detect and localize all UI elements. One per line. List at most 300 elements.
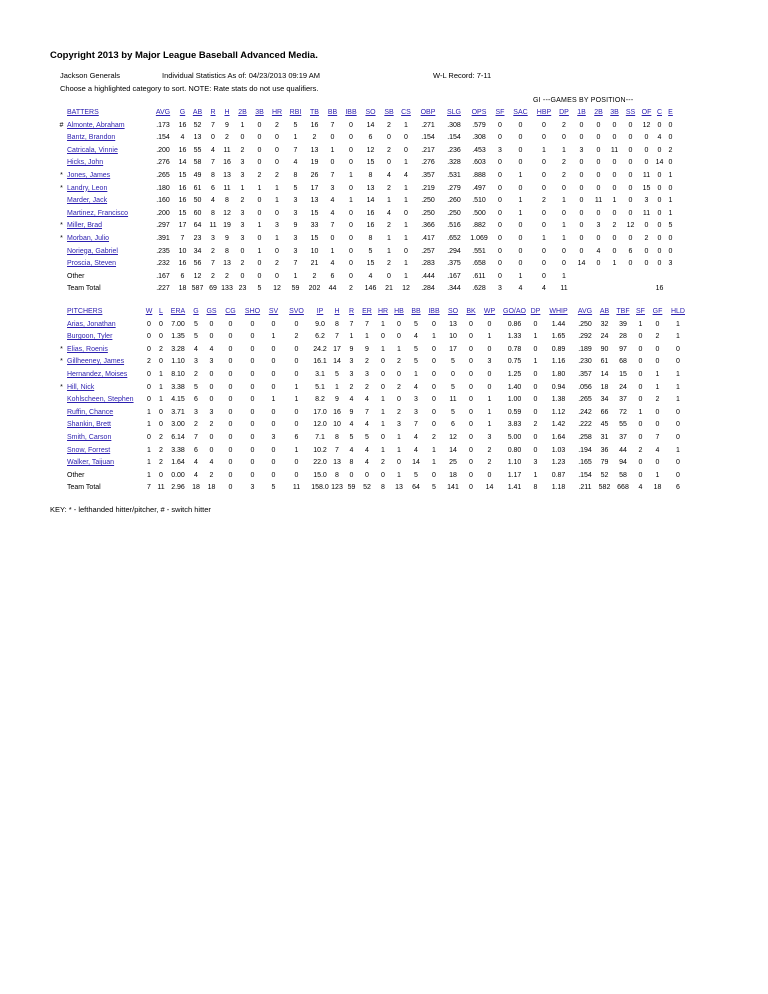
stat-cell: 0 bbox=[518, 260, 523, 268]
stat-cell: 5 bbox=[414, 358, 418, 366]
stat-cell: 0 bbox=[432, 383, 436, 391]
stat-cell: 0 bbox=[147, 320, 151, 328]
stat-cell: 3 bbox=[414, 408, 418, 416]
player-handedness-marker bbox=[56, 271, 67, 284]
player-name-link[interactable]: Hernandez, Moises bbox=[67, 370, 128, 378]
stat-cell: 1 bbox=[542, 234, 546, 242]
stat-cell: 1 bbox=[612, 197, 617, 205]
stat-cell: 0 bbox=[349, 260, 353, 268]
stat-cell bbox=[665, 283, 676, 296]
stat-cell: 3 bbox=[293, 197, 298, 205]
player-name-link[interactable]: Proscia, Steven bbox=[67, 260, 117, 268]
stat-cell: 6 bbox=[194, 396, 198, 404]
stat-cell: 0 bbox=[487, 320, 492, 328]
stat-cell: 11 bbox=[292, 484, 301, 492]
stat-cell: 0 bbox=[159, 320, 163, 328]
sort-pit-h[interactable]: H bbox=[334, 308, 340, 315]
stat-cell: 1.17 bbox=[507, 471, 522, 479]
sort-pit-er[interactable]: ER bbox=[362, 308, 372, 315]
sort-bat-so[interactable]: SO bbox=[365, 109, 376, 116]
sort-pit-r[interactable]: R bbox=[348, 308, 355, 315]
bat-column-header bbox=[492, 107, 508, 120]
stat-cell: 0 bbox=[542, 272, 546, 280]
wl-record: W-L Record: 7-11 bbox=[433, 71, 492, 80]
sort-pit-sf[interactable]: SF bbox=[636, 308, 645, 315]
sort-pit-gs[interactable]: GS bbox=[206, 308, 217, 315]
stat-cell: 1 bbox=[381, 421, 385, 429]
stat-cell: 3 bbox=[533, 459, 538, 467]
stat-cell: 158.0 bbox=[311, 484, 329, 492]
sort-pit-era[interactable]: ERA bbox=[170, 308, 186, 315]
sort-bat-tb[interactable]: TB bbox=[310, 109, 319, 116]
stat-cell: 18 bbox=[207, 484, 216, 492]
stat-cell: 58 bbox=[619, 471, 627, 479]
sort-pit-ab[interactable]: AB bbox=[599, 308, 610, 315]
sort-pit-so[interactable]: SO bbox=[447, 308, 459, 315]
stat-cell: 7 bbox=[330, 222, 335, 230]
stat-cell: 17 bbox=[178, 222, 187, 230]
stat-cell: 1 bbox=[533, 333, 538, 341]
stat-cell: 0 bbox=[381, 370, 385, 378]
sort-bat-r[interactable]: R bbox=[210, 109, 216, 116]
stat-cell bbox=[639, 283, 654, 296]
pit-column-header bbox=[220, 306, 241, 319]
stat-cell: 5 bbox=[365, 433, 369, 441]
stat-cell: 0 bbox=[518, 222, 523, 230]
sort-bat-h[interactable]: H bbox=[224, 109, 230, 116]
player-name-link[interactable]: Morban, Julio bbox=[67, 234, 110, 242]
stat-cell: 3 bbox=[194, 408, 198, 416]
bat-column-header bbox=[533, 107, 555, 120]
stat-cell: 0 bbox=[628, 234, 633, 242]
games-by-position-header: GI ---GAMES BY POSITION--- bbox=[533, 97, 634, 104]
batting-stats-table bbox=[56, 107, 676, 296]
sort-bat-bb[interactable]: BB bbox=[327, 109, 338, 116]
player-name-link[interactable]: Martinez, Francisco bbox=[67, 209, 129, 217]
stat-cell: 0 bbox=[579, 134, 584, 142]
stat-cell: 123 bbox=[331, 484, 343, 492]
stat-cell: 0.87 bbox=[551, 471, 566, 479]
stat-cell: 0 bbox=[397, 396, 401, 404]
player-name-link[interactable]: Walker, Taijuan bbox=[67, 459, 115, 467]
stat-cell: 133 bbox=[221, 285, 233, 293]
sort-bat-batters[interactable]: BATTERS bbox=[67, 109, 99, 116]
sort-bat-1b[interactable]: 1B bbox=[577, 109, 586, 116]
stat-cell: 1.10 bbox=[507, 459, 522, 467]
stat-cell: 4 bbox=[211, 146, 215, 154]
stat-cell: 6.2 bbox=[315, 333, 325, 341]
stat-cell: 1 bbox=[676, 333, 680, 341]
player-handedness-marker: # bbox=[59, 121, 64, 129]
player-name-link[interactable]: Arias, Jonathan bbox=[67, 320, 116, 328]
stat-cell: 23 bbox=[238, 285, 247, 293]
stat-cell: 4 bbox=[365, 421, 369, 429]
stat-cell: 0 bbox=[596, 134, 601, 142]
sort-bat-avg[interactable]: AVG bbox=[155, 109, 171, 116]
stat-cell: 0 bbox=[655, 459, 660, 467]
stat-cell: 15 bbox=[642, 184, 651, 192]
bat-column-header bbox=[251, 107, 268, 120]
stat-cell: 0 bbox=[271, 345, 276, 353]
stat-cell: 11 bbox=[157, 484, 165, 492]
stat-cell: 0 bbox=[562, 260, 566, 268]
stat-cell: 0 bbox=[451, 370, 455, 378]
stat-cell: 7 bbox=[293, 260, 298, 268]
stat-cell: .375 bbox=[447, 260, 461, 268]
stat-cell: 56 bbox=[193, 260, 202, 268]
stat-cell: 1.64 bbox=[171, 459, 185, 467]
sort-bat-3b[interactable]: 3B bbox=[610, 109, 619, 116]
player-name-link[interactable]: Marder, Jack bbox=[67, 197, 108, 205]
stat-cell: .189 bbox=[578, 345, 592, 353]
stat-cell: 4 bbox=[349, 396, 354, 404]
sort-pit-sho[interactable]: SHO bbox=[244, 308, 261, 315]
stat-cell: 0 bbox=[147, 333, 151, 341]
pit-column-header bbox=[344, 306, 359, 319]
stat-cell: 0 bbox=[349, 159, 353, 167]
player-handedness-marker bbox=[56, 246, 67, 259]
stat-cell: 3.83 bbox=[507, 421, 522, 429]
stat-cell: 2 bbox=[562, 159, 566, 167]
stat-cell: 0 bbox=[542, 121, 546, 129]
stat-cell: 50 bbox=[193, 197, 202, 205]
sort-bat-of[interactable]: OF bbox=[641, 109, 652, 116]
stat-cell: .391 bbox=[156, 234, 170, 242]
stat-cell: .344 bbox=[447, 285, 461, 293]
sort-bat-rbi[interactable]: RBI bbox=[289, 109, 302, 116]
stat-cell: 0 bbox=[240, 272, 245, 280]
sort-bat-ab[interactable]: AB bbox=[192, 109, 203, 116]
sort-note: Choose a highlighted category to sort. NOTE: Rate stats do not use qualifiers. bbox=[60, 84, 319, 93]
stat-cell: 0 bbox=[638, 471, 643, 479]
sort-pit-tbf[interactable]: TBF bbox=[616, 308, 630, 315]
stat-cell: 6 bbox=[211, 184, 215, 192]
sort-bat-cs[interactable]: CS bbox=[401, 109, 411, 116]
stat-cell: 582 bbox=[598, 484, 611, 492]
stat-cell: 0 bbox=[596, 184, 601, 192]
sort-bat-2b[interactable]: 2B bbox=[594, 109, 603, 116]
player-name-link[interactable]: Jones, James bbox=[67, 171, 111, 179]
stats-as-of: Individual Statistics As of: 04/23/2013 09:19 AM bbox=[162, 71, 321, 80]
player-name-link[interactable]: Landry, Leon bbox=[67, 184, 108, 192]
stat-cell: 2 bbox=[275, 260, 279, 268]
sort-bat-c[interactable]: C bbox=[656, 109, 663, 116]
stat-cell: 8 bbox=[225, 247, 229, 255]
player-name-link[interactable]: Noriega, Gabriel bbox=[67, 247, 118, 255]
sort-pit-go-ao[interactable]: GO/AO bbox=[503, 308, 526, 315]
stat-cell: 3 bbox=[240, 234, 245, 242]
stat-cell: 0 bbox=[596, 260, 601, 268]
sort-bat-sf[interactable]: SF bbox=[495, 109, 505, 116]
sort-pit-bb[interactable]: BB bbox=[411, 308, 421, 315]
sort-bat-ops[interactable]: OPS bbox=[471, 109, 487, 116]
stat-cell: 7 bbox=[330, 171, 335, 179]
stat-cell: 0 bbox=[628, 171, 633, 179]
stat-cell: 1 bbox=[432, 446, 436, 454]
stat-cell: 0 bbox=[250, 333, 255, 341]
bat-table-row bbox=[56, 220, 676, 233]
stat-cell: 0 bbox=[381, 333, 385, 341]
player-name-cell bbox=[67, 407, 143, 420]
pit-column-header bbox=[575, 306, 595, 319]
sort-bat-sac[interactable]: SAC bbox=[513, 109, 528, 116]
stat-cell: 1 bbox=[147, 446, 151, 454]
player-handedness-marker bbox=[56, 145, 67, 158]
sort-pit-ip[interactable]: IP bbox=[316, 308, 324, 315]
stat-cell: 1 bbox=[240, 121, 245, 129]
stat-cell: 0 bbox=[271, 421, 276, 429]
stat-cell: .294 bbox=[447, 247, 461, 255]
stat-cell: .628 bbox=[472, 285, 486, 293]
sort-pit-hr[interactable]: HR bbox=[377, 308, 389, 315]
stat-cell: 1 bbox=[275, 184, 279, 192]
stat-cell: 7 bbox=[414, 421, 418, 429]
sort-pit-pitchers[interactable]: PITCHERS bbox=[67, 308, 103, 315]
stat-cell: 0 bbox=[240, 247, 245, 255]
stat-cell: 0.59 bbox=[507, 408, 522, 416]
stat-cell: 3 bbox=[349, 358, 354, 366]
bat-column-header bbox=[607, 107, 622, 120]
stat-cell: 1 bbox=[404, 260, 408, 268]
stat-cell: 0 bbox=[498, 247, 502, 255]
player-name-link[interactable]: Ruffin, Chance bbox=[67, 408, 114, 416]
sort-pit-gf[interactable]: GF bbox=[652, 308, 663, 315]
stat-cell: 0 bbox=[638, 433, 643, 441]
sort-pit-svo[interactable]: SVO bbox=[289, 308, 304, 315]
bat-table-row bbox=[56, 208, 676, 221]
sort-pit-g[interactable]: G bbox=[193, 308, 199, 315]
stat-cell: 0 bbox=[250, 433, 255, 441]
sort-pit-whip[interactable]: WHIP bbox=[549, 308, 568, 315]
stat-cell: .056 bbox=[578, 383, 592, 391]
player-name-link[interactable]: Miller, Brad bbox=[67, 222, 103, 230]
stat-cell: 2 bbox=[655, 333, 660, 341]
stat-cell: .882 bbox=[472, 222, 486, 230]
stat-cell: .250 bbox=[578, 320, 592, 328]
stat-cell: 3 bbox=[487, 358, 492, 366]
stat-cell: 1.18 bbox=[551, 484, 566, 492]
bat-table-row bbox=[56, 183, 676, 196]
stat-cell: 0 bbox=[228, 383, 233, 391]
sort-pit-sv[interactable]: SV bbox=[268, 308, 279, 315]
stat-cell: 2 bbox=[387, 222, 391, 230]
stat-cell: 0.86 bbox=[507, 320, 522, 328]
stat-cell: 3 bbox=[644, 197, 649, 205]
stat-cell: 13 bbox=[310, 146, 319, 154]
stat-cell: 0 bbox=[257, 234, 262, 242]
stat-cell: 0 bbox=[275, 159, 279, 167]
stat-cell: 7 bbox=[211, 159, 215, 167]
stat-cell: 16 bbox=[178, 146, 187, 154]
stat-cell: 0 bbox=[542, 171, 546, 179]
stat-cell: 12 bbox=[642, 121, 651, 129]
sort-pit-cg[interactable]: CG bbox=[225, 308, 236, 315]
stat-cell: 1 bbox=[404, 184, 408, 192]
stat-cell: 1 bbox=[612, 260, 617, 268]
stat-cell: 1 bbox=[676, 446, 680, 454]
stat-cell: 0 bbox=[432, 408, 436, 416]
stat-cell: 10 bbox=[333, 421, 341, 429]
stat-cell: 15 bbox=[310, 209, 319, 217]
stat-cell: .271 bbox=[421, 121, 435, 129]
stat-cell: 18 bbox=[600, 383, 609, 391]
stat-cell: 44 bbox=[619, 446, 627, 454]
stat-cell: 0 bbox=[487, 370, 492, 378]
stat-cell: 1 bbox=[257, 184, 262, 192]
sort-bat-g[interactable]: G bbox=[179, 109, 186, 116]
stat-cell: 0 bbox=[498, 134, 502, 142]
stat-cell: .279 bbox=[447, 184, 461, 192]
stat-cell: 0 bbox=[257, 121, 262, 129]
stat-cell: 1 bbox=[414, 370, 418, 378]
sort-pit-w[interactable]: W bbox=[145, 308, 153, 315]
sort-bat-sb[interactable]: SB bbox=[384, 109, 394, 116]
player-name-link[interactable]: Snow, Forrest bbox=[67, 446, 111, 454]
stat-cell: 14 bbox=[600, 370, 609, 378]
stat-cell: 9 bbox=[365, 345, 369, 353]
sort-bat-ss[interactable]: SS bbox=[625, 109, 636, 116]
player-handedness-marker: * bbox=[60, 234, 63, 242]
stat-cell: 6.14 bbox=[171, 433, 185, 441]
stat-cell: 1 bbox=[404, 159, 408, 167]
stat-cell: 0 bbox=[638, 459, 643, 467]
pit-column-header bbox=[375, 306, 391, 319]
player-name-link[interactable]: Bantz, Brandon bbox=[67, 134, 116, 142]
stat-cell: .497 bbox=[472, 184, 486, 192]
total-row-label: Team Total bbox=[67, 285, 101, 293]
bat-column-header bbox=[150, 107, 176, 120]
stat-cell: 1 bbox=[147, 408, 151, 416]
player-name-link[interactable]: Shankin, Brett bbox=[67, 421, 111, 429]
sort-pit-hb[interactable]: HB bbox=[394, 308, 404, 315]
player-name-link[interactable]: Smith, Carson bbox=[67, 433, 112, 441]
stat-cell: 0 bbox=[657, 234, 662, 242]
sort-pit-avg[interactable]: AVG bbox=[577, 308, 593, 315]
stat-cell: .551 bbox=[472, 247, 486, 255]
player-name-link[interactable]: Hill, Nick bbox=[67, 383, 95, 391]
sort-bat-e[interactable]: E bbox=[668, 109, 673, 116]
stat-cell: 0 bbox=[228, 421, 233, 429]
bat-column-header bbox=[555, 107, 573, 120]
sort-bat-hbp[interactable]: HBP bbox=[536, 109, 552, 116]
stat-cell: 0 bbox=[579, 209, 584, 217]
sort-pit-ibb[interactable]: IBB bbox=[428, 308, 440, 315]
stat-cell: 3.28 bbox=[171, 345, 185, 353]
stat-cell: 1 bbox=[387, 234, 391, 242]
sort-bat-3b[interactable]: 3B bbox=[255, 109, 264, 116]
sort-pit-l[interactable]: L bbox=[159, 308, 163, 315]
player-name-link[interactable]: Burgoon, Tyler bbox=[67, 333, 113, 341]
stat-cell: 24 bbox=[619, 383, 627, 391]
stat-cell: 0 bbox=[349, 247, 353, 255]
sort-pit-wp[interactable]: WP bbox=[483, 308, 496, 315]
sort-bat-slg[interactable]: SLG bbox=[446, 109, 461, 116]
stat-cell: 0 bbox=[533, 383, 538, 391]
stat-cell: 5 bbox=[293, 184, 298, 192]
sort-pit-hld[interactable]: HLD bbox=[670, 308, 685, 315]
player-name-link[interactable]: Gillheeney, James bbox=[67, 358, 125, 366]
player-handedness-marker bbox=[56, 369, 67, 382]
stat-cell: 14 bbox=[178, 159, 187, 167]
stat-cell: 0 bbox=[387, 272, 391, 280]
stat-cell: 0 bbox=[644, 146, 649, 154]
stat-cell: 0 bbox=[579, 159, 584, 167]
player-name-cell bbox=[67, 356, 143, 369]
stat-cell: 12 bbox=[402, 285, 410, 293]
stat-cell: .265 bbox=[578, 396, 592, 404]
stat-cell: 9.0 bbox=[315, 320, 325, 328]
stat-cell: 1 bbox=[397, 345, 401, 353]
sort-pit-dp[interactable]: DP bbox=[530, 308, 541, 315]
stat-cell: .611 bbox=[472, 272, 486, 280]
stat-cell: 94 bbox=[619, 459, 627, 467]
sort-bat-2b[interactable]: 2B bbox=[238, 109, 247, 116]
player-name-cell bbox=[67, 157, 150, 170]
stat-cell: 0 bbox=[271, 471, 276, 479]
sort-pit-bk[interactable]: BK bbox=[466, 308, 476, 315]
sort-bat-hr[interactable]: HR bbox=[271, 109, 283, 116]
stat-cell: 0 bbox=[349, 222, 353, 230]
stat-cell: 11 bbox=[560, 285, 568, 293]
bat-column-header bbox=[622, 107, 639, 120]
stat-cell: 0 bbox=[668, 184, 673, 192]
stat-cell: 5.1 bbox=[315, 383, 325, 391]
stat-cell: 7.00 bbox=[171, 320, 185, 328]
stat-cell: .292 bbox=[578, 333, 592, 341]
player-handedness-marker bbox=[56, 132, 67, 145]
stat-cell: 3 bbox=[498, 285, 502, 293]
stat-cell: 13 bbox=[193, 134, 202, 142]
player-name-link[interactable]: Almonte, Abraham bbox=[67, 121, 125, 129]
stat-cell: 59 bbox=[347, 484, 356, 492]
stat-cell: 1 bbox=[562, 222, 566, 230]
stat-cell: 0 bbox=[628, 197, 633, 205]
player-name-link[interactable]: Hicks, John bbox=[67, 159, 104, 167]
stat-cell: 4 bbox=[518, 285, 523, 293]
player-name-link[interactable]: Elias, Roenis bbox=[67, 345, 108, 353]
stat-cell: 2 bbox=[294, 333, 299, 341]
pitching-stats-table bbox=[56, 306, 690, 495]
stat-cell: 3 bbox=[209, 358, 214, 366]
stat-cell: .227 bbox=[156, 285, 170, 293]
stat-cell: 0 bbox=[542, 159, 546, 167]
stat-cell: 0 bbox=[349, 184, 353, 192]
player-handedness-marker bbox=[56, 331, 67, 344]
stat-cell bbox=[607, 283, 622, 296]
stat-cell: 21 bbox=[385, 285, 393, 293]
stat-cell: 0 bbox=[518, 247, 523, 255]
stat-cell: 0 bbox=[330, 159, 335, 167]
stat-cell: 0 bbox=[250, 358, 255, 366]
stat-cell: 0 bbox=[596, 234, 601, 242]
player-name-link[interactable]: Catricala, Vinnie bbox=[67, 146, 118, 154]
sort-bat-dp[interactable]: DP bbox=[559, 109, 569, 116]
sort-bat-obp[interactable]: OBP bbox=[420, 109, 436, 116]
stat-cell: 2 bbox=[194, 370, 198, 378]
stat-cell: 0 bbox=[533, 408, 538, 416]
stat-cell: 0 bbox=[676, 408, 680, 416]
stat-cell: 1 bbox=[335, 383, 339, 391]
stat-cell: 4 bbox=[194, 459, 198, 467]
stat-cell: 2 bbox=[397, 383, 401, 391]
stat-cell: 16 bbox=[223, 159, 231, 167]
player-name-link[interactable]: Kohlscheen, Stephen bbox=[67, 396, 134, 404]
stat-cell: 1 bbox=[668, 209, 673, 217]
stat-cell: 0 bbox=[381, 383, 385, 391]
stat-cell: 0 bbox=[271, 459, 276, 467]
sort-bat-ibb[interactable]: IBB bbox=[345, 109, 357, 116]
stat-cell: 0 bbox=[487, 471, 492, 479]
